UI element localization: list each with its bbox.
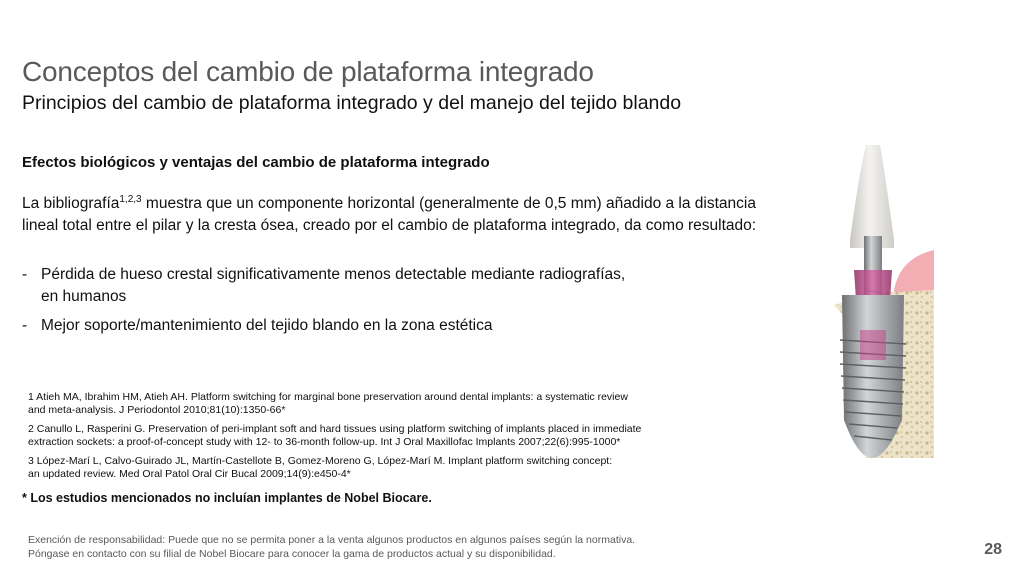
results-list <box>22 264 762 344</box>
bullet-dash: - <box>22 317 28 334</box>
disclaimer-line: Exención de responsabilidad: Puede que no se permita poner a la venta algunos productos en algunos países según la normativa. <box>28 534 636 546</box>
dental-implant-illustration <box>814 140 934 462</box>
reference-line: and meta-analysis. J Periodontol 2010;81(10):1350-66* <box>28 404 286 417</box>
reference-line: 3 López-Marí L, Calvo-Guirado JL, Martín-Castellote B, Gomez-Moreno G, López-Marí M. Implant platform switching concept: <box>28 454 613 467</box>
bullet-dash: - <box>22 266 28 283</box>
reference-item <box>28 391 718 418</box>
disclaimer-line: Póngase en contacto con su filial de Nobel Biocare para conocer la gama de productos actual y su disponibilidad. <box>28 547 556 560</box>
list-item <box>22 315 762 337</box>
section-heading: Efectos biológicos y ventajas del cambio de plataforma integrado <box>22 154 490 171</box>
bullet-text-line: en humanos <box>41 288 127 305</box>
crown-shape <box>850 145 894 248</box>
slide-subtitle: Principios del cambio de plataforma integrado y del manejo del tejido blando <box>22 92 682 114</box>
reference-superscript: 1,2,3 <box>119 194 142 205</box>
intro-text-start: La bibliografía <box>22 195 120 212</box>
reference-list <box>28 391 718 486</box>
list-item <box>22 264 762 308</box>
reference-item <box>28 455 718 482</box>
disclaimer <box>28 534 635 561</box>
reference-line: 1 Atieh MA, Ibrahim HM, Atieh AH. Platform switching for marginal bone preservation around dental implants: a systematic review <box>28 391 628 403</box>
bullet-text-line: Pérdida de hueso crestal significativamente menos detectable mediante radiografías, <box>41 266 626 283</box>
implant-inner-channel <box>860 330 886 360</box>
page-number: 28 <box>984 541 1002 558</box>
reference-line: an updated review. Med Oral Patol Oral Cir Bucal 2009;14(9):e450-4* <box>28 468 351 481</box>
bullet-text-line: Mejor soporte/mantenimiento del tejido blando en la zona estética <box>41 317 493 334</box>
intro-paragraph <box>22 193 762 237</box>
reference-line: 2 Canullo L, Rasperini G. Preservation of peri-implant soft and hard tissues using platform switching of implants placed in immediate <box>28 422 642 435</box>
studies-note: * Los estudios mencionados no incluían implantes de Nobel Biocare. <box>22 491 432 505</box>
slide-title: Conceptos del cambio de plataforma integrado <box>22 56 594 87</box>
reference-line: extraction sockets: a proof-of-concept study with 12- to 36-month follow-up. Int J Oral Maxillofac Implants 2007;22(6):995-1000* <box>28 436 621 449</box>
intro-text-end: muestra que un componente horizontal (generalmente de 0,5 mm) añadido a la distancia lineal total entre el pilar y la cresta ósea, creado por el cambio de plataforma integrado, da como resultado: <box>22 195 757 234</box>
reference-item <box>28 423 718 450</box>
